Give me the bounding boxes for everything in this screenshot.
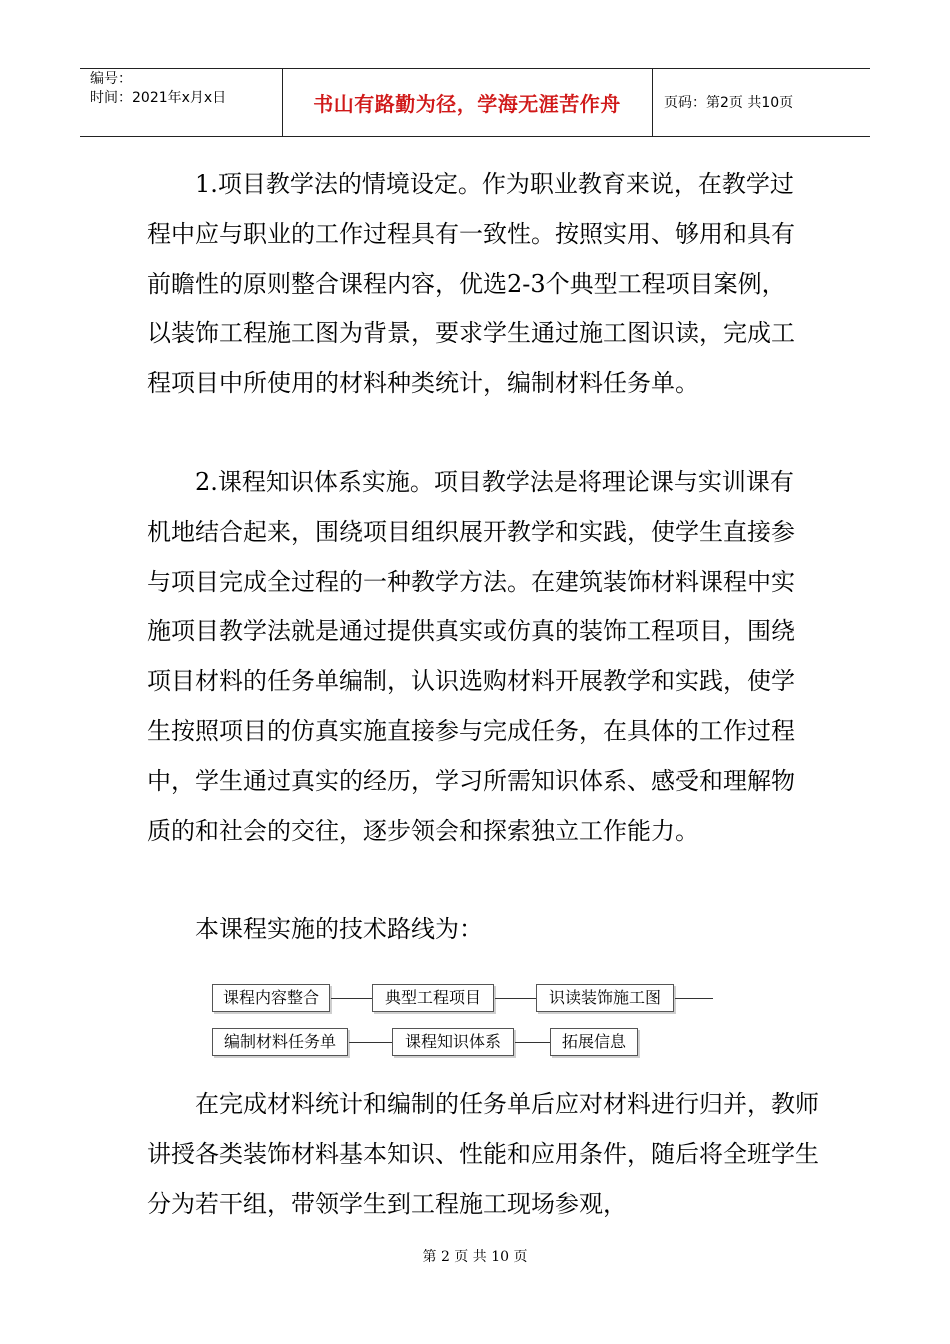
flow-connector xyxy=(515,1042,550,1043)
flow-connector xyxy=(349,1042,392,1043)
flow-step-2: 典型工程项目 xyxy=(372,984,494,1012)
header-meta xyxy=(90,70,280,108)
doc-number-label: 编号： xyxy=(90,71,132,87)
header-divider xyxy=(652,68,653,136)
paragraph-text: 本课程实施的技术路线为： xyxy=(195,915,483,943)
paragraph-4 xyxy=(147,1080,831,1229)
doc-time-label: 时间：2021年x月x日 xyxy=(90,90,227,106)
paragraph-text: 1.项目教学法的情境设定。作为职业教育来说，在教学过程中应与职业的工作过程具有一致性。按照实用、够用和具有前瞻性的原则整合课程内容，优选2-3个典型工程项目案例，以装饰工程施工图为背景，要求学生通过施工图识读，完成工程项目中所使用的材料种类统计，编制材料任务单。 xyxy=(147,170,795,398)
paragraph-text: 2.课程知识体系实施。项目教学法是将理论课与实训课有机地结合起来，围绕项目组织展开教学和实践，使学生直接参与项目完成全过程的一种教学方法。在建筑装饰材料课程中实施项目教学法就是通过提供真实或仿真的装饰工程项目，围绕项目材料的任务单编制，认识选购材料开展教学和实践，使学生按照项目的仿真实施直接参与完成任务，在具体的工作过程中，学生通过真实的经历，学习所需知识体系、感受和理解物质的和社会的交往，逐步领会和探索独立工作能力。 xyxy=(147,468,795,845)
flow-connector xyxy=(495,998,536,999)
header-bottom-border xyxy=(80,136,870,137)
flow-step-6: 拓展信息 xyxy=(550,1028,638,1056)
flow-step-5: 课程知识体系 xyxy=(392,1028,514,1056)
flow-connector xyxy=(331,998,372,999)
header-page-info: 页码：第2页 共10页 xyxy=(664,95,794,111)
paragraph-text: 在完成材料统计和编制的任务单后应对材料进行归并，教师讲授各类装饰材料基本知识、性能和应用条件，随后将全班学生分为若干组，带领学生到工程施工现场参观， xyxy=(147,1090,819,1218)
flow-connector xyxy=(675,998,713,999)
paragraph-2 xyxy=(147,458,807,856)
header-motto: 书山有路勤为径，学海无涯苦作舟 xyxy=(313,91,621,116)
flow-step-1: 课程内容整合 xyxy=(212,984,330,1012)
flow-step-4: 编制材料任务单 xyxy=(212,1028,348,1056)
page-footer: 第 2 页 共 10 页 xyxy=(422,1249,528,1265)
flow-step-3: 识读装饰施工图 xyxy=(536,984,674,1012)
paragraph-3 xyxy=(147,905,807,955)
paragraph-1 xyxy=(147,160,807,409)
